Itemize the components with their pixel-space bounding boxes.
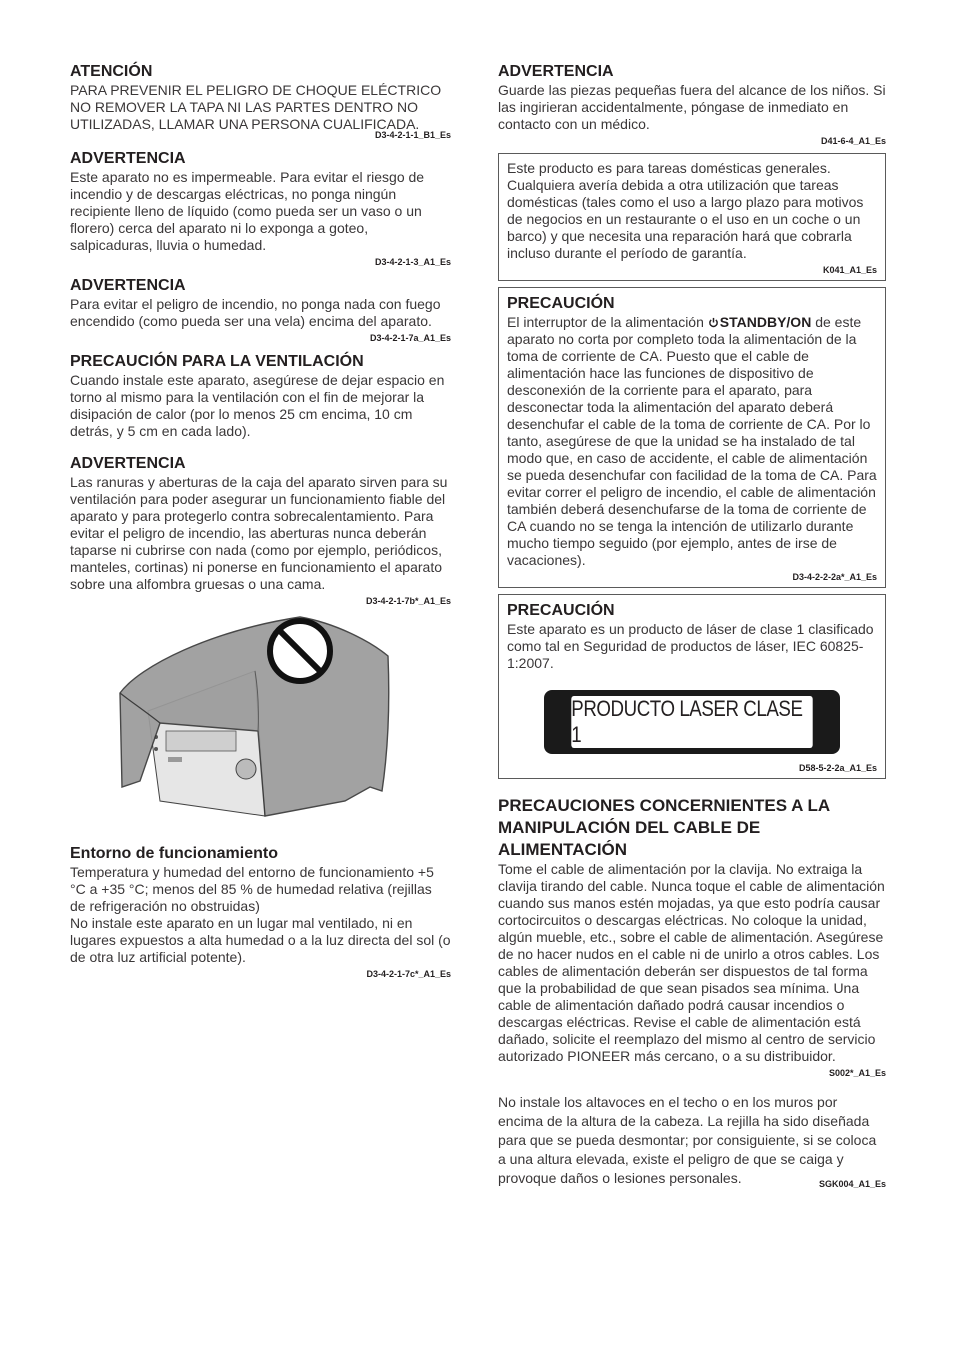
ventilacion-section (70, 352, 451, 440)
prohibited-icon (270, 621, 330, 681)
laser-class-label (544, 690, 840, 754)
section-title: ADVERTENCIA (498, 63, 614, 80)
section-text: El interruptor de la alimentación STANDBY/ON de este aparato no corta por completo toda la alimentación de la toma de corriente de CA. Puesto que el cable de alimentación hace las funciones de dispositivo de desconexión de la corriente para el aparato, para desconectar toda la alimentación del aparato deberá desenchufar el cable de la toma de corriente de CA. Por lo tanto, asegúrese de que la unidad se ha instalado de tal modo que, en caso de accidente, el cable de alimentación se pueda desenchufar con facilidad de la toma de CA. Para evitar correr el peligro de incendio, el cable de alimentación también deberá desenchufarse de la toma de corriente de CA cuando no se tenga la intención de utilizarlo durante mucho tiempo seguido (por ejemplo, antes de irse de vacaciones). (507, 314, 877, 568)
section-text: Este aparato no es impermeable. Para evitar el riesgo de incendio y de descargas eléctricas, no ponga ningún recipiente lleno de líquido (como pueda ser un vaso o un florero) cerca del aparato ni lo exponga a goteo, salpicaduras, lluvia o humedad. (70, 169, 425, 253)
section-title: ADVERTENCIA (70, 455, 186, 472)
reference-code: D3-4-2-1-7c*_A1_Es (366, 969, 451, 979)
section-title: PRECAUCIÓN (507, 295, 615, 312)
power-cable-section (498, 795, 886, 1079)
reference-code: D3-4-2-1-7a_A1_Es (369, 333, 451, 343)
section-text: Guarde las piezas pequeñas fuera del alcance de los niños. Si las ingirieran accidentalmente, póngase de inmediato en contacto con un médico. (498, 82, 886, 132)
advertencia-liquids-section (70, 149, 451, 268)
laser-label-text: PRODUCTO LASER CLASE 1 (571, 696, 812, 748)
reference-code: D58-5-2-2a_A1_Es (798, 763, 877, 773)
section-text: Cuando instale este aparato, asegúrese de dejar espacio en torno al mismo para la ventilación con el fin de mejorar la disipación de calor (por lo menos 25 cm encima, 10 cm detrás, y 5 cm en cada lado). (70, 372, 445, 439)
domestic-use-box (498, 153, 886, 281)
section-title: ADVERTENCIA (70, 277, 186, 294)
section-text: No instale este aparato en un lugar mal ventilado, ni en lugares expuestos a alta humedad o a la luz directa del sol (o de otra luz artificial potente). (70, 915, 451, 965)
speakers-section (498, 1093, 886, 1190)
reference-code: D3-4-2-2-2a*_A1_Es (792, 572, 877, 582)
precaucion-power-box (498, 287, 886, 588)
section-title: ADVERTENCIA (70, 150, 186, 167)
section-text: Temperatura y humedad del entorno de funcionamiento +5 °C a +35 °C; menos del 85 % de humedad relativa (rejillas de refrigeración no obstruidas) (70, 864, 434, 914)
section-title: PRECAUCIÓN PARA LA VENTILACIÓN (70, 353, 364, 370)
section-text: Las ranuras y aberturas de la caja del aparato sirven para su ventilación para poder asegurar un funcionamiento fiable del aparato y para protegerlo contra sobrecalentamiento. Para evitar el peligro de incendio, las aberturas nunca deberán taparse ni cubrirse con nada (como por ejemplo, periódicos, manteles, cortinas) ni ponerse en funcionamiento el aparato sobre una alfombra gruesas o una cama. (70, 474, 448, 592)
precaucion-laser-box (498, 594, 886, 779)
left-column (70, 62, 451, 988)
standby-label: STANDBY/ON (708, 314, 812, 330)
section-title: Entorno de funcionamiento (70, 845, 278, 862)
section-title: PRECAUCIONES CONCERNIENTES A LA MANIPULACIÓN DEL CABLE DE ALIMENTACIÓN (498, 796, 830, 859)
atencion-section (70, 62, 451, 141)
reference-code: D41-6-4_A1_Es (820, 136, 886, 146)
reference-code: D3-4-2-1-3_A1_Es (374, 257, 451, 267)
section-text: Este producto es para tareas domésticas generales. Cualquiera avería debida a otra utilización que tareas domésticas (tales como el uso a largo plazo para motivos de negocios en un restaurante o el uso en un coche o un barco) y que necesita una reparación hará que cobrarla incluso durante el período de garantía. (507, 160, 864, 261)
section-text: Tome el cable de alimentación por la clavija. No extraiga la clavija tirando del cable. Nunca toque el cable de alimentación cuando sus manos estén mojadas, ya que esto podría causar cortocircuitos o descargas eléctricas. No coloque la unidad, algún mueble, etc., sobre el cable de alimentación. Asegúrese de no hacer nudos en el cable ni de unirlo a otros cables. Los cables de alimentación deberán ser dispuestos de tal forma que la probabilidad de que sean pisados sea mínima. Una cable de alimentación dañado podrá causar incendios o descargas eléctricas. Revise el cable de alimentación está dañado, solicite el reemplazo del mismo al centro de servicio autorizado PIONEER más cercano, o a su distribuidor. (498, 861, 885, 1064)
right-column (498, 62, 886, 1198)
advertencia-small-parts-section (498, 62, 886, 147)
section-title: ATENCIÓN (70, 63, 153, 80)
reference-code: D3-4-2-1-7b*_A1_Es (365, 596, 451, 606)
power-icon (708, 317, 719, 328)
reference-code: K041_A1_Es (822, 265, 877, 275)
reference-code: SGK004_A1_Es (818, 1179, 886, 1189)
reference-code: D3-4-2-1-1_B1_Es (374, 130, 451, 140)
section-text: No instale los altavoces en el techo o en los muros por encima de la altura de la cabeza. La rejilla ha sido diseñada para que se pueda desmontar; por consiguiente, si se coloca a una altura elevada, existe el peligro de que se caiga y provoque daños o lesiones personales. (498, 1094, 877, 1186)
section-text: Para evitar el peligro de incendio, no ponga nada con fuego encendido (como pueda ser una vela) encima del aparato. (70, 296, 441, 329)
advertencia-openings-section (70, 454, 451, 607)
entorno-section (70, 844, 451, 980)
section-text: Este aparato es un producto de láser de clase 1 clasificado como tal en Seguridad de productos de láser, IEC 60825-1:2007. (507, 621, 874, 671)
section-title: PRECAUCIÓN (507, 602, 615, 619)
covered-unit-illustration (70, 611, 451, 831)
reference-code: S002*_A1_Es (828, 1068, 886, 1078)
advertencia-fire-section (70, 276, 451, 344)
section-text: PARA PREVENIR EL PELIGRO DE CHOQUE ELÉCTRICO NO REMOVER LA TAPA NI LAS PARTES DENTRO NO UTILIZADAS, LLAMAR UNA PERSONA CUALIFICADA. (70, 82, 442, 132)
